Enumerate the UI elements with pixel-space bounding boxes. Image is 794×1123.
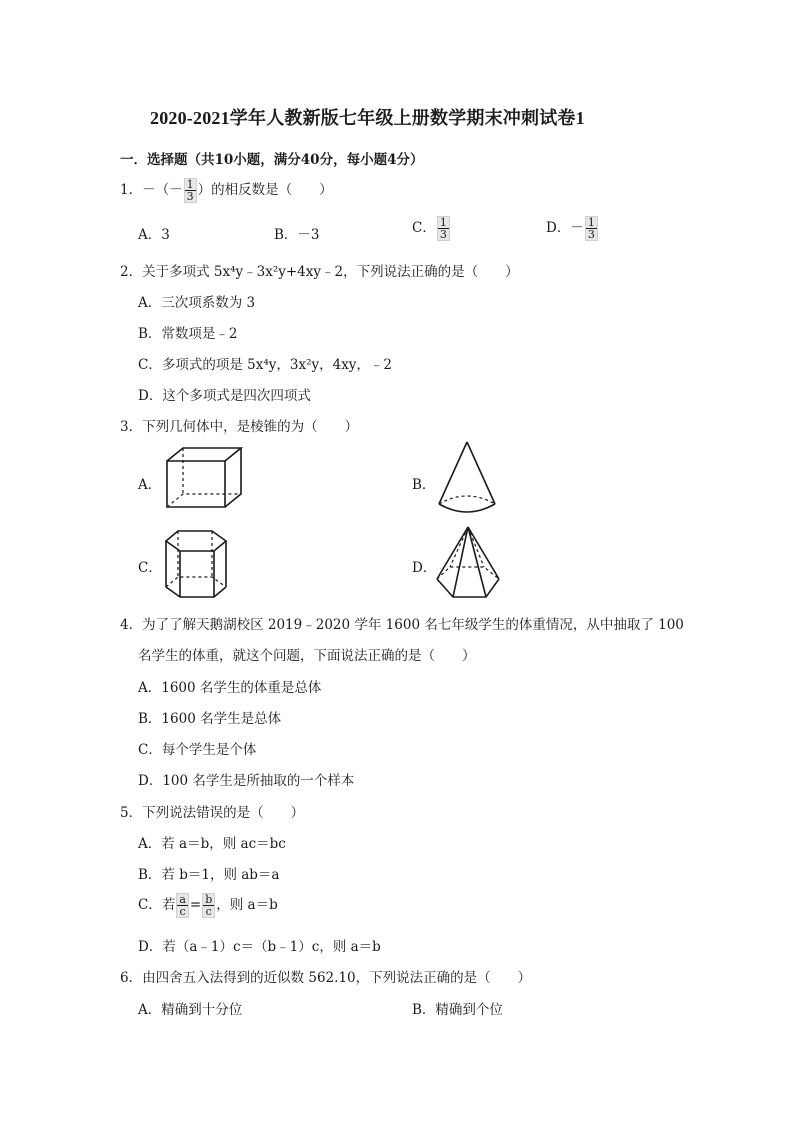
question-4-stem-line1: 4．为了了解天鹅湖校区 2019﹣2020 学年 1600 名七年级学生的体重情况，从中抽取了 100 bbox=[120, 617, 684, 633]
q3-option-a: A． bbox=[138, 477, 162, 493]
q5-option-b: B．若 b＝1，则 ab＝a bbox=[138, 867, 280, 883]
q5-c-frac-1 bbox=[176, 893, 189, 918]
pyramid-icon bbox=[434, 525, 502, 601]
q2-option-a: A．三次项系数为 3 bbox=[138, 295, 256, 311]
question-6-stem: 6．由四舍五入法得到的近似数 562.10，下列说法正确的是（ ） bbox=[120, 970, 532, 986]
section-heading: 一．选择题（共10小题，满分40分，每小题4分） bbox=[120, 152, 424, 168]
q3-option-b: B． bbox=[412, 477, 436, 493]
q5-option-c bbox=[138, 893, 278, 918]
q1-option-c bbox=[412, 216, 451, 241]
q1-frac-den: 3 bbox=[186, 190, 194, 203]
q1-prefix: 1．－（－ bbox=[120, 182, 183, 198]
q1-c-fraction bbox=[437, 216, 450, 241]
question-2-stem: 2．关于多项式 5x⁴y﹣3x²y+4xy﹣2，下列说法正确的是（ ） bbox=[120, 264, 519, 280]
q1-option-d bbox=[546, 216, 599, 241]
q4-option-b: B．1600 名学生是总体 bbox=[138, 711, 282, 727]
q5-c-frac-2 bbox=[202, 893, 215, 918]
cube-icon bbox=[163, 445, 245, 511]
q5-c-n1: a bbox=[179, 893, 186, 906]
q5-c-d2: c bbox=[205, 905, 212, 918]
page-title: 2020-2021学年人教新版七年级上册数学期末冲刺试卷1 bbox=[150, 108, 585, 128]
q1-c-den: 3 bbox=[439, 228, 447, 241]
q3-option-d: D． bbox=[412, 560, 437, 576]
q4-option-c: C．每个学生是个体 bbox=[138, 742, 257, 758]
q1-d-num: 1 bbox=[587, 216, 595, 229]
q2-option-c: C．多项式的项是 5x⁴y，3x²y，4xy，﹣2 bbox=[138, 357, 393, 373]
hexagonal-prism-icon bbox=[160, 527, 232, 603]
q1-d-label: D．－ bbox=[546, 220, 584, 236]
q1-frac-num: 1 bbox=[186, 178, 194, 191]
question-5-stem: 5．下列说法错误的是（ ） bbox=[120, 805, 305, 821]
q5-option-d: D．若（a﹣1）c＝（b﹣1）c，则 a＝b bbox=[138, 939, 381, 955]
q6-option-b: B．精确到个位 bbox=[412, 1002, 503, 1018]
q2-option-b: B．常数项是﹣2 bbox=[138, 326, 238, 342]
q5-c-n2: b bbox=[205, 893, 213, 906]
q1-option-b: B．－3 bbox=[274, 227, 320, 243]
q1-suffix: ）的相反数是（ ） bbox=[197, 182, 333, 198]
q5-c-post: ，则 a＝b bbox=[216, 897, 278, 913]
q1-d-fraction bbox=[585, 216, 598, 241]
q3-option-c: C． bbox=[138, 560, 162, 576]
q1-d-den: 3 bbox=[587, 228, 595, 241]
q4-option-d: D．100 名学生是所抽取的一个样本 bbox=[138, 773, 355, 789]
q5-c-d1: c bbox=[179, 905, 186, 918]
question-1-stem bbox=[120, 178, 333, 203]
q6-option-a: A．精确到十分位 bbox=[138, 1002, 243, 1018]
q5-c-pre: C．若 bbox=[138, 897, 176, 913]
q1-option-a: A．3 bbox=[138, 227, 170, 243]
q5-c-eq: = bbox=[189, 897, 202, 913]
question-4-stem-line2: 名学生的体重，就这个问题，下面说法正确的是（ ） bbox=[138, 648, 476, 664]
q1-c-num: 1 bbox=[439, 216, 447, 229]
q2-option-d: D．这个多项式是四次四项式 bbox=[138, 388, 311, 404]
cone-icon bbox=[434, 440, 500, 518]
q1-fraction bbox=[184, 178, 197, 203]
q1-c-label: C． bbox=[412, 220, 436, 236]
q5-option-a: A．若 a＝b，则 ac＝bc bbox=[138, 836, 286, 852]
question-3-stem: 3．下列几何体中，是棱锥的为（ ） bbox=[120, 419, 359, 435]
q4-option-a: A．1600 名学生的体重是总体 bbox=[138, 680, 322, 696]
